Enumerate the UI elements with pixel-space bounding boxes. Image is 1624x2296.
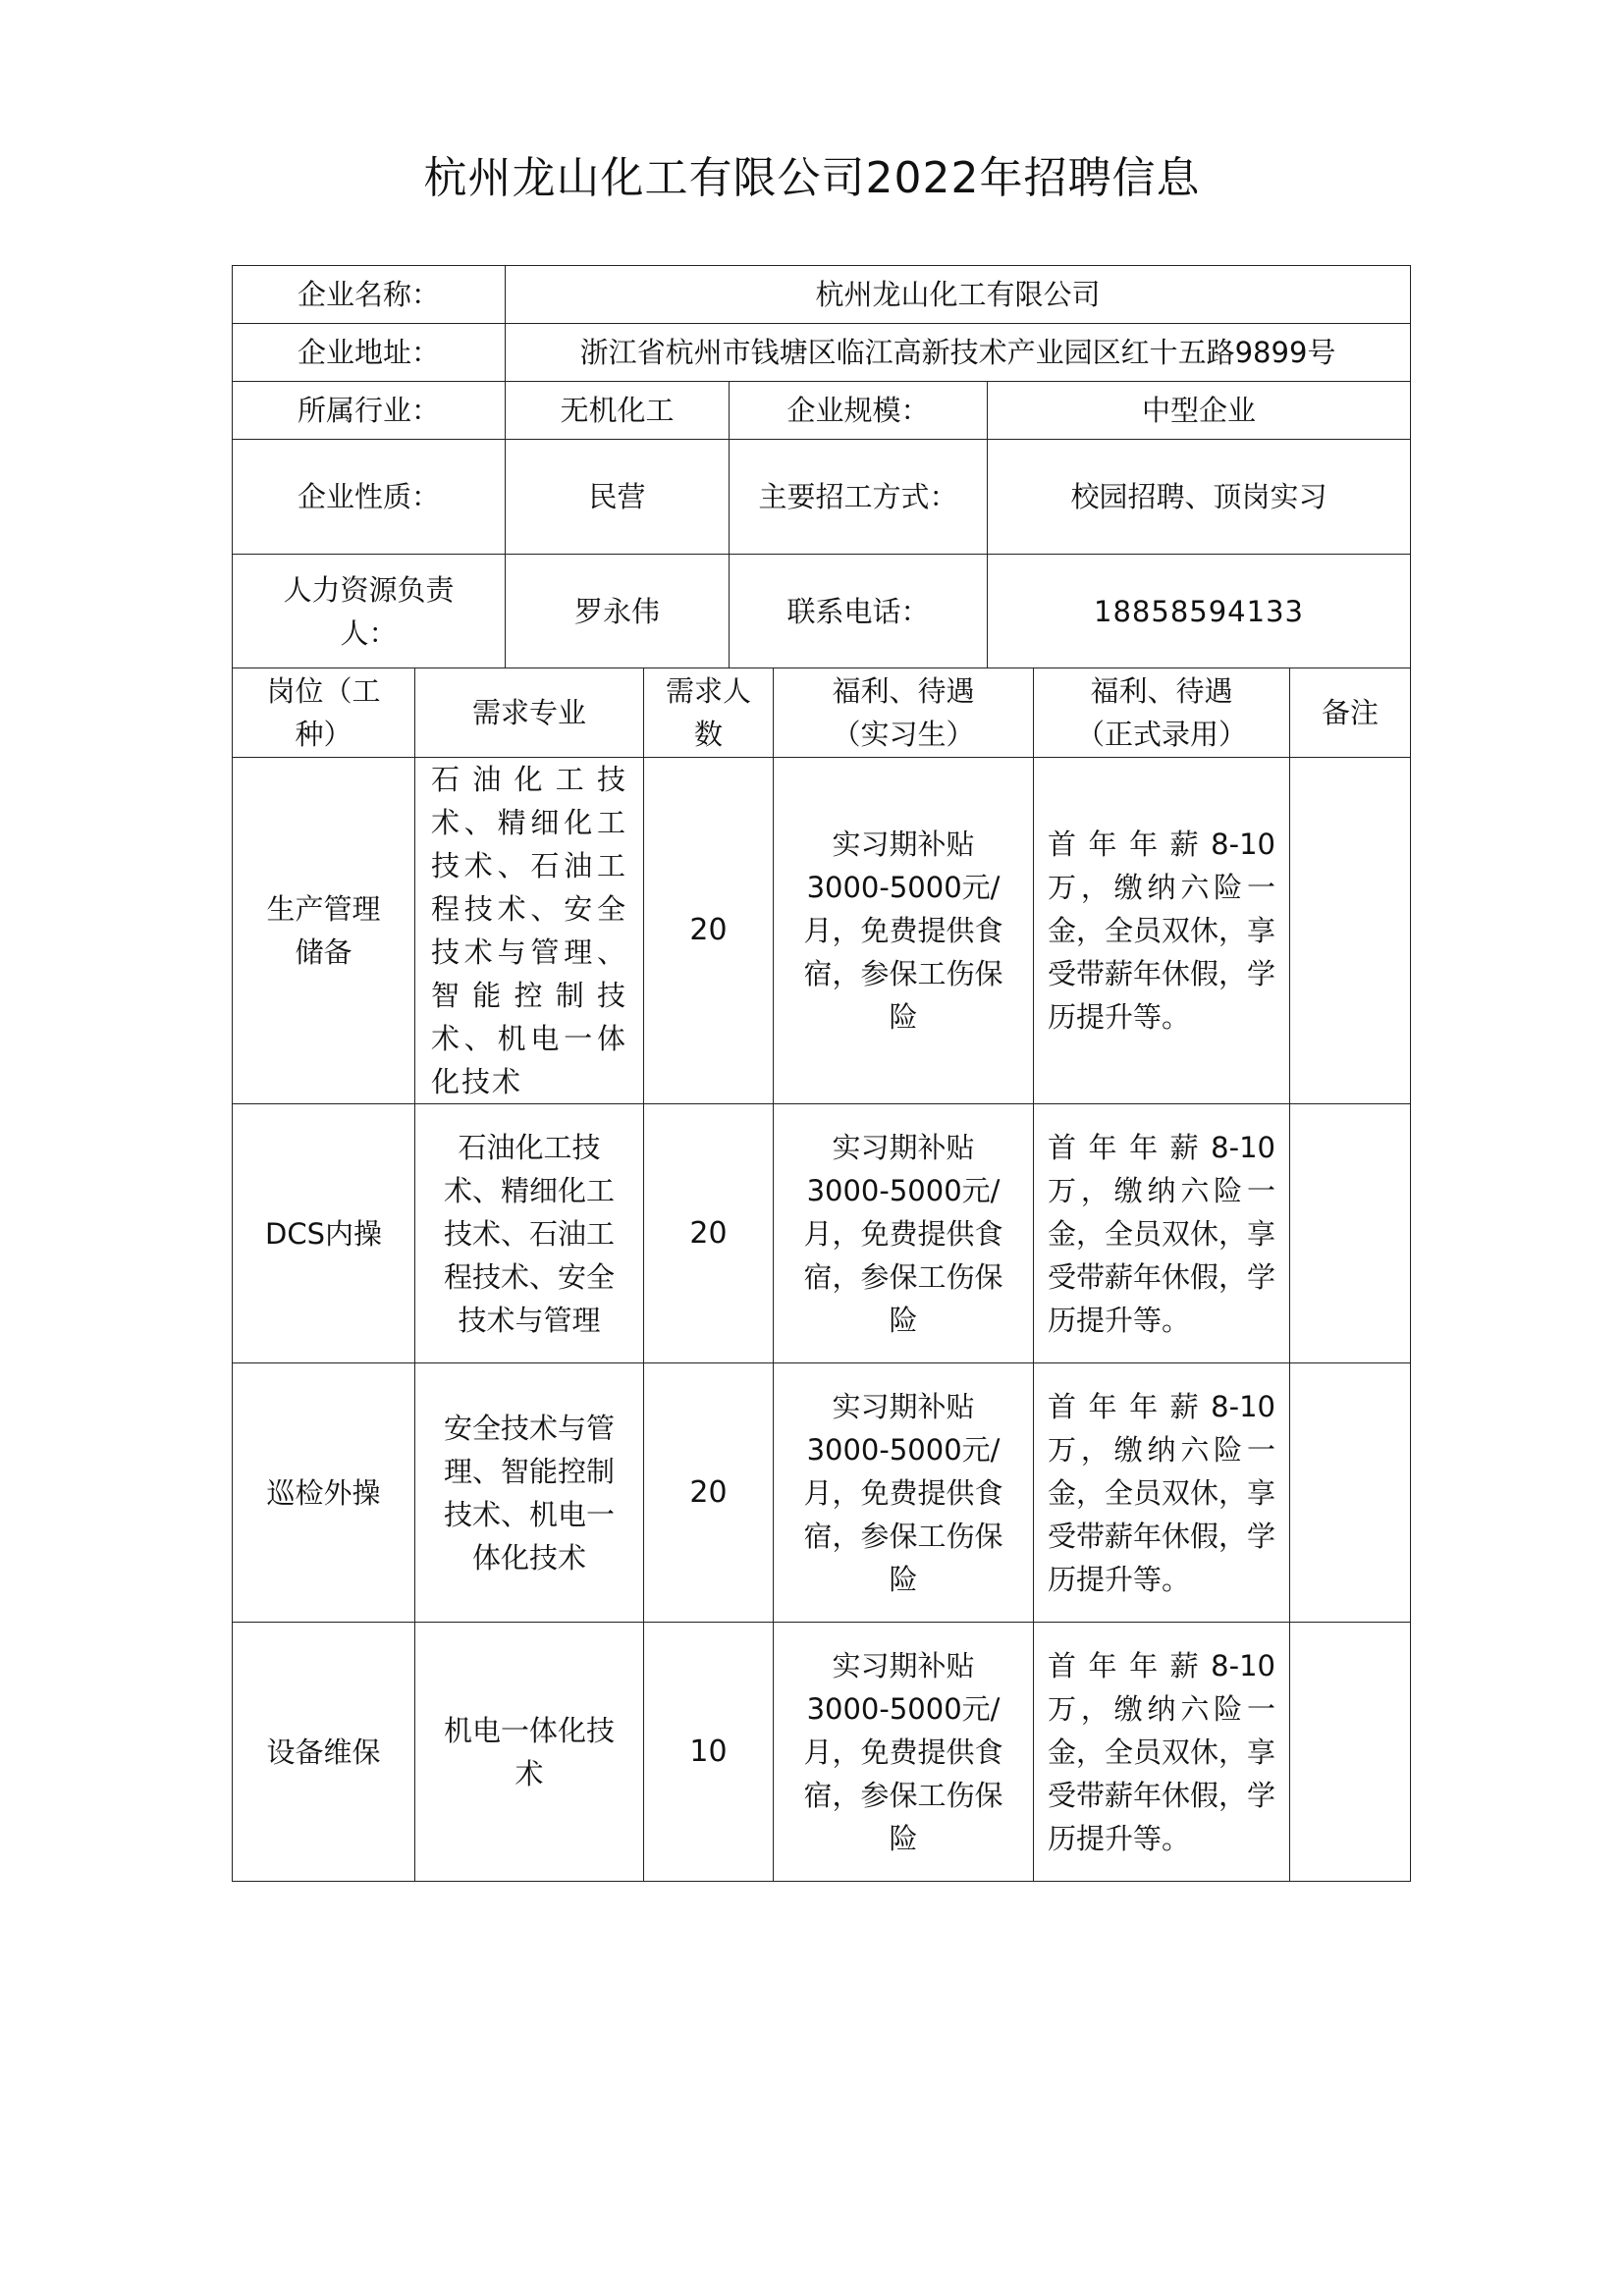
header-intern-benefits: 福利、待遇（实习生） — [774, 668, 1034, 758]
job-remark — [1290, 1363, 1411, 1623]
job-intern-benefits: 实习期补贴3000-5000元/月，免费提供食宿，参保工伤保险 — [774, 1104, 1034, 1363]
info-row-nature — [233, 440, 1411, 555]
job-formal-benefits: 首年年薪8-10万，缴纳六险一金，全员双休，享受带薪年休假，学历提升等。 — [1034, 758, 1290, 1104]
hr-contact-label: 人力资源负责人： — [233, 555, 506, 668]
company-info-table — [232, 265, 1411, 668]
page-title: 杭州龙山化工有限公司2022年招聘信息 — [423, 153, 1201, 203]
header-formal-benefits: 福利、待遇（正式录用） — [1034, 668, 1290, 758]
job-intern-benefits: 实习期补贴3000-5000元/月，免费提供食宿，参保工伤保险 — [774, 1623, 1034, 1882]
company-address-label: 企业地址： — [233, 324, 506, 382]
hr-contact-value: 罗永伟 — [506, 555, 730, 668]
jobs-header-row — [233, 668, 1411, 758]
nature-value: 民营 — [506, 440, 730, 555]
header-major: 需求专业 — [415, 668, 644, 758]
header-remark: 备注 — [1290, 668, 1411, 758]
info-row-hr — [233, 555, 1411, 668]
info-row-name — [233, 266, 1411, 324]
table-row — [233, 758, 1411, 1104]
recruit-method-value: 校园招聘、顶岗实习 — [988, 440, 1411, 555]
info-row-address — [233, 324, 1411, 382]
jobs-table — [232, 667, 1411, 1882]
job-count: 20 — [644, 1363, 774, 1623]
industry-label: 所属行业： — [233, 382, 506, 440]
job-formal-benefits: 首年年薪8-10万，缴纳六险一金，全员双休，享受带薪年休假，学历提升等。 — [1034, 1363, 1290, 1623]
recruit-method-label: 主要招工方式： — [730, 440, 988, 555]
scale-label: 企业规模： — [730, 382, 988, 440]
table-row — [233, 1623, 1411, 1882]
table-row — [233, 1363, 1411, 1623]
nature-label: 企业性质： — [233, 440, 506, 555]
industry-value: 无机化工 — [506, 382, 730, 440]
info-row-industry — [233, 382, 1411, 440]
job-position: DCS内操 — [233, 1104, 415, 1363]
phone-value: 18858594133 — [988, 555, 1411, 668]
job-remark — [1290, 1104, 1411, 1363]
job-formal-benefits: 首年年薪8-10万，缴纳六险一金，全员双休，享受带薪年休假，学历提升等。 — [1034, 1623, 1290, 1882]
job-intern-benefits: 实习期补贴3000-5000元/月，免费提供食宿，参保工伤保险 — [774, 758, 1034, 1104]
job-count: 10 — [644, 1623, 774, 1882]
table-row — [233, 1104, 1411, 1363]
job-position: 生产管理储备 — [233, 758, 415, 1104]
company-name-value: 杭州龙山化工有限公司 — [506, 266, 1411, 324]
job-position: 巡检外操 — [233, 1363, 415, 1623]
job-major: 石油化工技术、精细化工技术、石油工程技术、安全技术与管理 — [415, 1104, 644, 1363]
header-count: 需求人数 — [644, 668, 774, 758]
scale-value: 中型企业 — [988, 382, 1411, 440]
job-major: 机电一体化技术 — [415, 1623, 644, 1882]
phone-label: 联系电话： — [730, 555, 988, 668]
job-count: 20 — [644, 1104, 774, 1363]
job-remark — [1290, 758, 1411, 1104]
job-remark — [1290, 1623, 1411, 1882]
job-major: 安全技术与管理、智能控制技术、机电一体化技术 — [415, 1363, 644, 1623]
job-count: 20 — [644, 758, 774, 1104]
job-position: 设备维保 — [233, 1623, 415, 1882]
job-formal-benefits: 首年年薪8-10万，缴纳六险一金，全员双休，享受带薪年休假，学历提升等。 — [1034, 1104, 1290, 1363]
header-position: 岗位（工种） — [233, 668, 415, 758]
company-address-value: 浙江省杭州市钱塘区临江高新技术产业园区红十五路9899号 — [506, 324, 1411, 382]
job-intern-benefits: 实习期补贴3000-5000元/月，免费提供食宿，参保工伤保险 — [774, 1363, 1034, 1623]
job-major: 石油化工技术、精细化工技术、石油工程技术、安全技术与管理、智能控制技术、机电一体化技术 — [415, 758, 644, 1104]
company-name-label: 企业名称： — [233, 266, 506, 324]
